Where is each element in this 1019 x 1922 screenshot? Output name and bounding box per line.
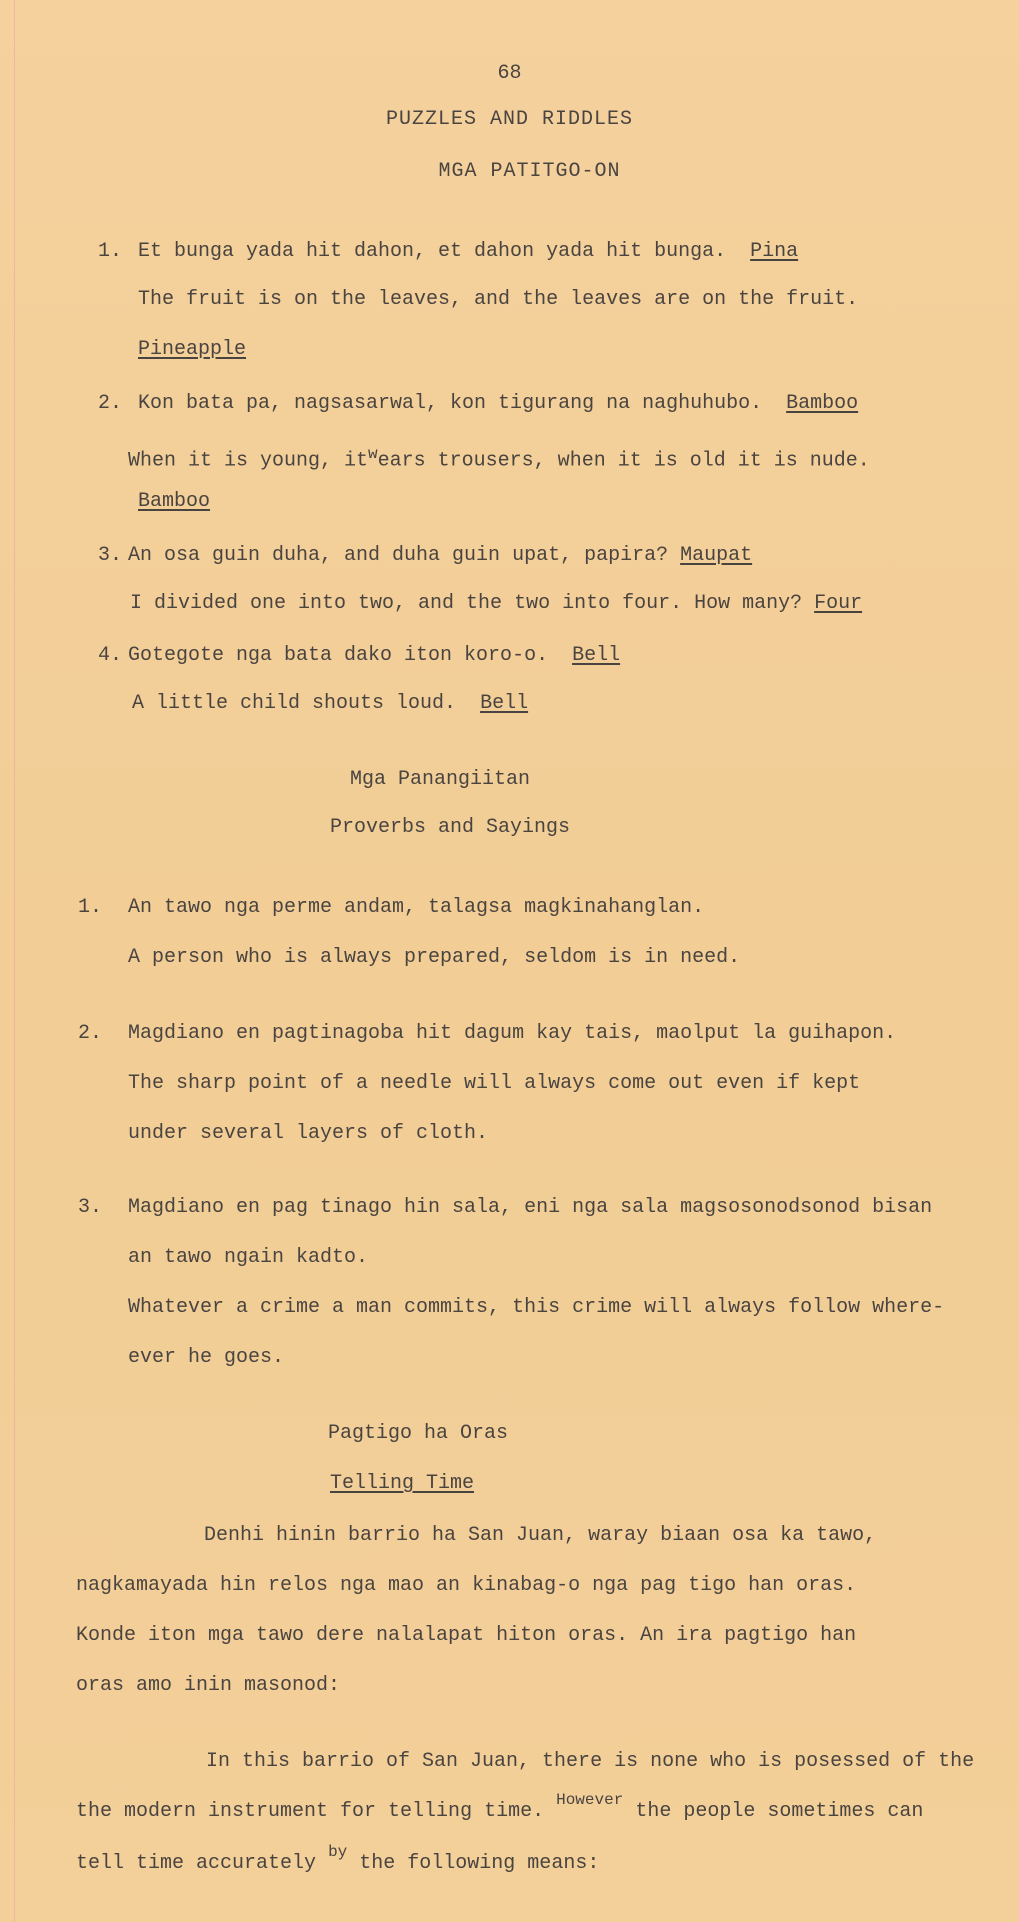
riddle-english: The fruit is on the leaves, and the leaves are on the fruit.	[138, 288, 859, 311]
handwritten-insert: by	[328, 1843, 348, 1861]
riddle-native: An osa guin duha, and duha guin upat, papira? Maupat	[128, 544, 753, 567]
proverb-native-line: an tawo ngain kadto.	[128, 1246, 369, 1269]
time-paragraph-native-line: Denhi hinin barrio ha San Juan, waray biaan osa ka tawo,	[204, 1524, 877, 1547]
riddle-english-answer: Pineapple	[138, 338, 247, 361]
time-paragraph-native-line: nagkamayada hin relos nga mao an kinabag-o nga pag tigo han oras.	[76, 1574, 857, 1597]
proverb-english-line: Whatever a crime a man commits, this crime will always follow where-	[128, 1296, 945, 1319]
riddle-english: When it is young, $it^wears$ trousers, when it is old it is nude.	[128, 445, 870, 473]
proverbs-heading-native: Mga Panangiitan	[350, 768, 531, 791]
riddle-native: Et bunga yada hit dahon, et dahon yada hit bunga. Pina	[138, 240, 799, 263]
document-subtitle: MGA PATITGO-ON	[438, 160, 621, 183]
time-paragraph-native-line: oras amo inin masonod:	[76, 1674, 341, 1697]
proverbs-heading-english: Proverbs and Sayings	[330, 816, 571, 839]
proverb-english: A person who is always prepared, seldom is in need.	[128, 946, 741, 969]
time-paragraph-english-line: In this barrio of San Juan, there is none who is posessed of the	[206, 1750, 975, 1773]
time-paragraph-native-line: Konde iton mga tawo dere nalalapat hiton oras. An ira pagtigo han	[76, 1624, 857, 1647]
riddle-number: 4.	[98, 644, 123, 667]
riddle-number: 2.	[98, 392, 123, 415]
proverb-number: 3.	[78, 1196, 103, 1219]
riddle-native-answer: Maupat	[680, 544, 753, 567]
riddle-english-answer: Four	[814, 592, 863, 615]
riddle-english: A little child shouts loud. Bell	[132, 692, 529, 715]
riddle-native-answer: Bell	[572, 644, 621, 667]
riddle-english-answer: Bell	[480, 692, 529, 715]
riddle-native-answer: Pina	[750, 240, 799, 263]
riddle-native: Gotegote nga bata dako iton koro-o. Bell	[128, 644, 621, 667]
proverb-number: 1.	[78, 896, 103, 919]
riddle-number: 3.	[98, 544, 123, 567]
proverb-english-line: The sharp point of a needle will always come out even if kept	[128, 1072, 861, 1095]
margin-rule	[14, 0, 15, 1922]
proverb-native: Magdiano en pagtinagoba hit dagum kay tais, maolput la guihapon.	[128, 1022, 897, 1045]
riddle-number: 1.	[98, 240, 123, 263]
time-heading-native: Pagtigo ha Oras	[328, 1422, 509, 1445]
handwritten-insert: However	[556, 1791, 624, 1809]
proverb-english-line: ever he goes.	[128, 1346, 285, 1369]
riddle-native-answer: Bamboo	[786, 392, 859, 415]
proverb-native: An tawo nga perme andam, talagsa magkinahanglan.	[128, 896, 705, 919]
page-number: 68	[497, 62, 522, 85]
riddle-english: I divided one into two, and the two into four. How many? Four	[130, 592, 863, 615]
riddle-native: Kon bata pa, nagsasarwal, kon tigurang na naghuhubo. Bamboo	[138, 392, 859, 415]
document-title: PUZZLES AND RIDDLES	[385, 108, 634, 131]
proverb-english-line: under several layers of cloth.	[128, 1122, 489, 1145]
time-paragraph-english-line: tell time accurately $^{by}$ the following means:	[76, 1843, 600, 1875]
time-paragraph-english-line: the modern instrument for telling time. $^{However}$ the people sometimes can	[76, 1791, 924, 1823]
proverb-native-line: Magdiano en pag tinago hin sala, eni nga sala magsosonodsonod bisan	[128, 1196, 933, 1219]
time-heading-english: Telling Time	[330, 1472, 475, 1495]
proverb-number: 2.	[78, 1022, 103, 1045]
riddle-english-answer: Bamboo	[138, 490, 211, 513]
